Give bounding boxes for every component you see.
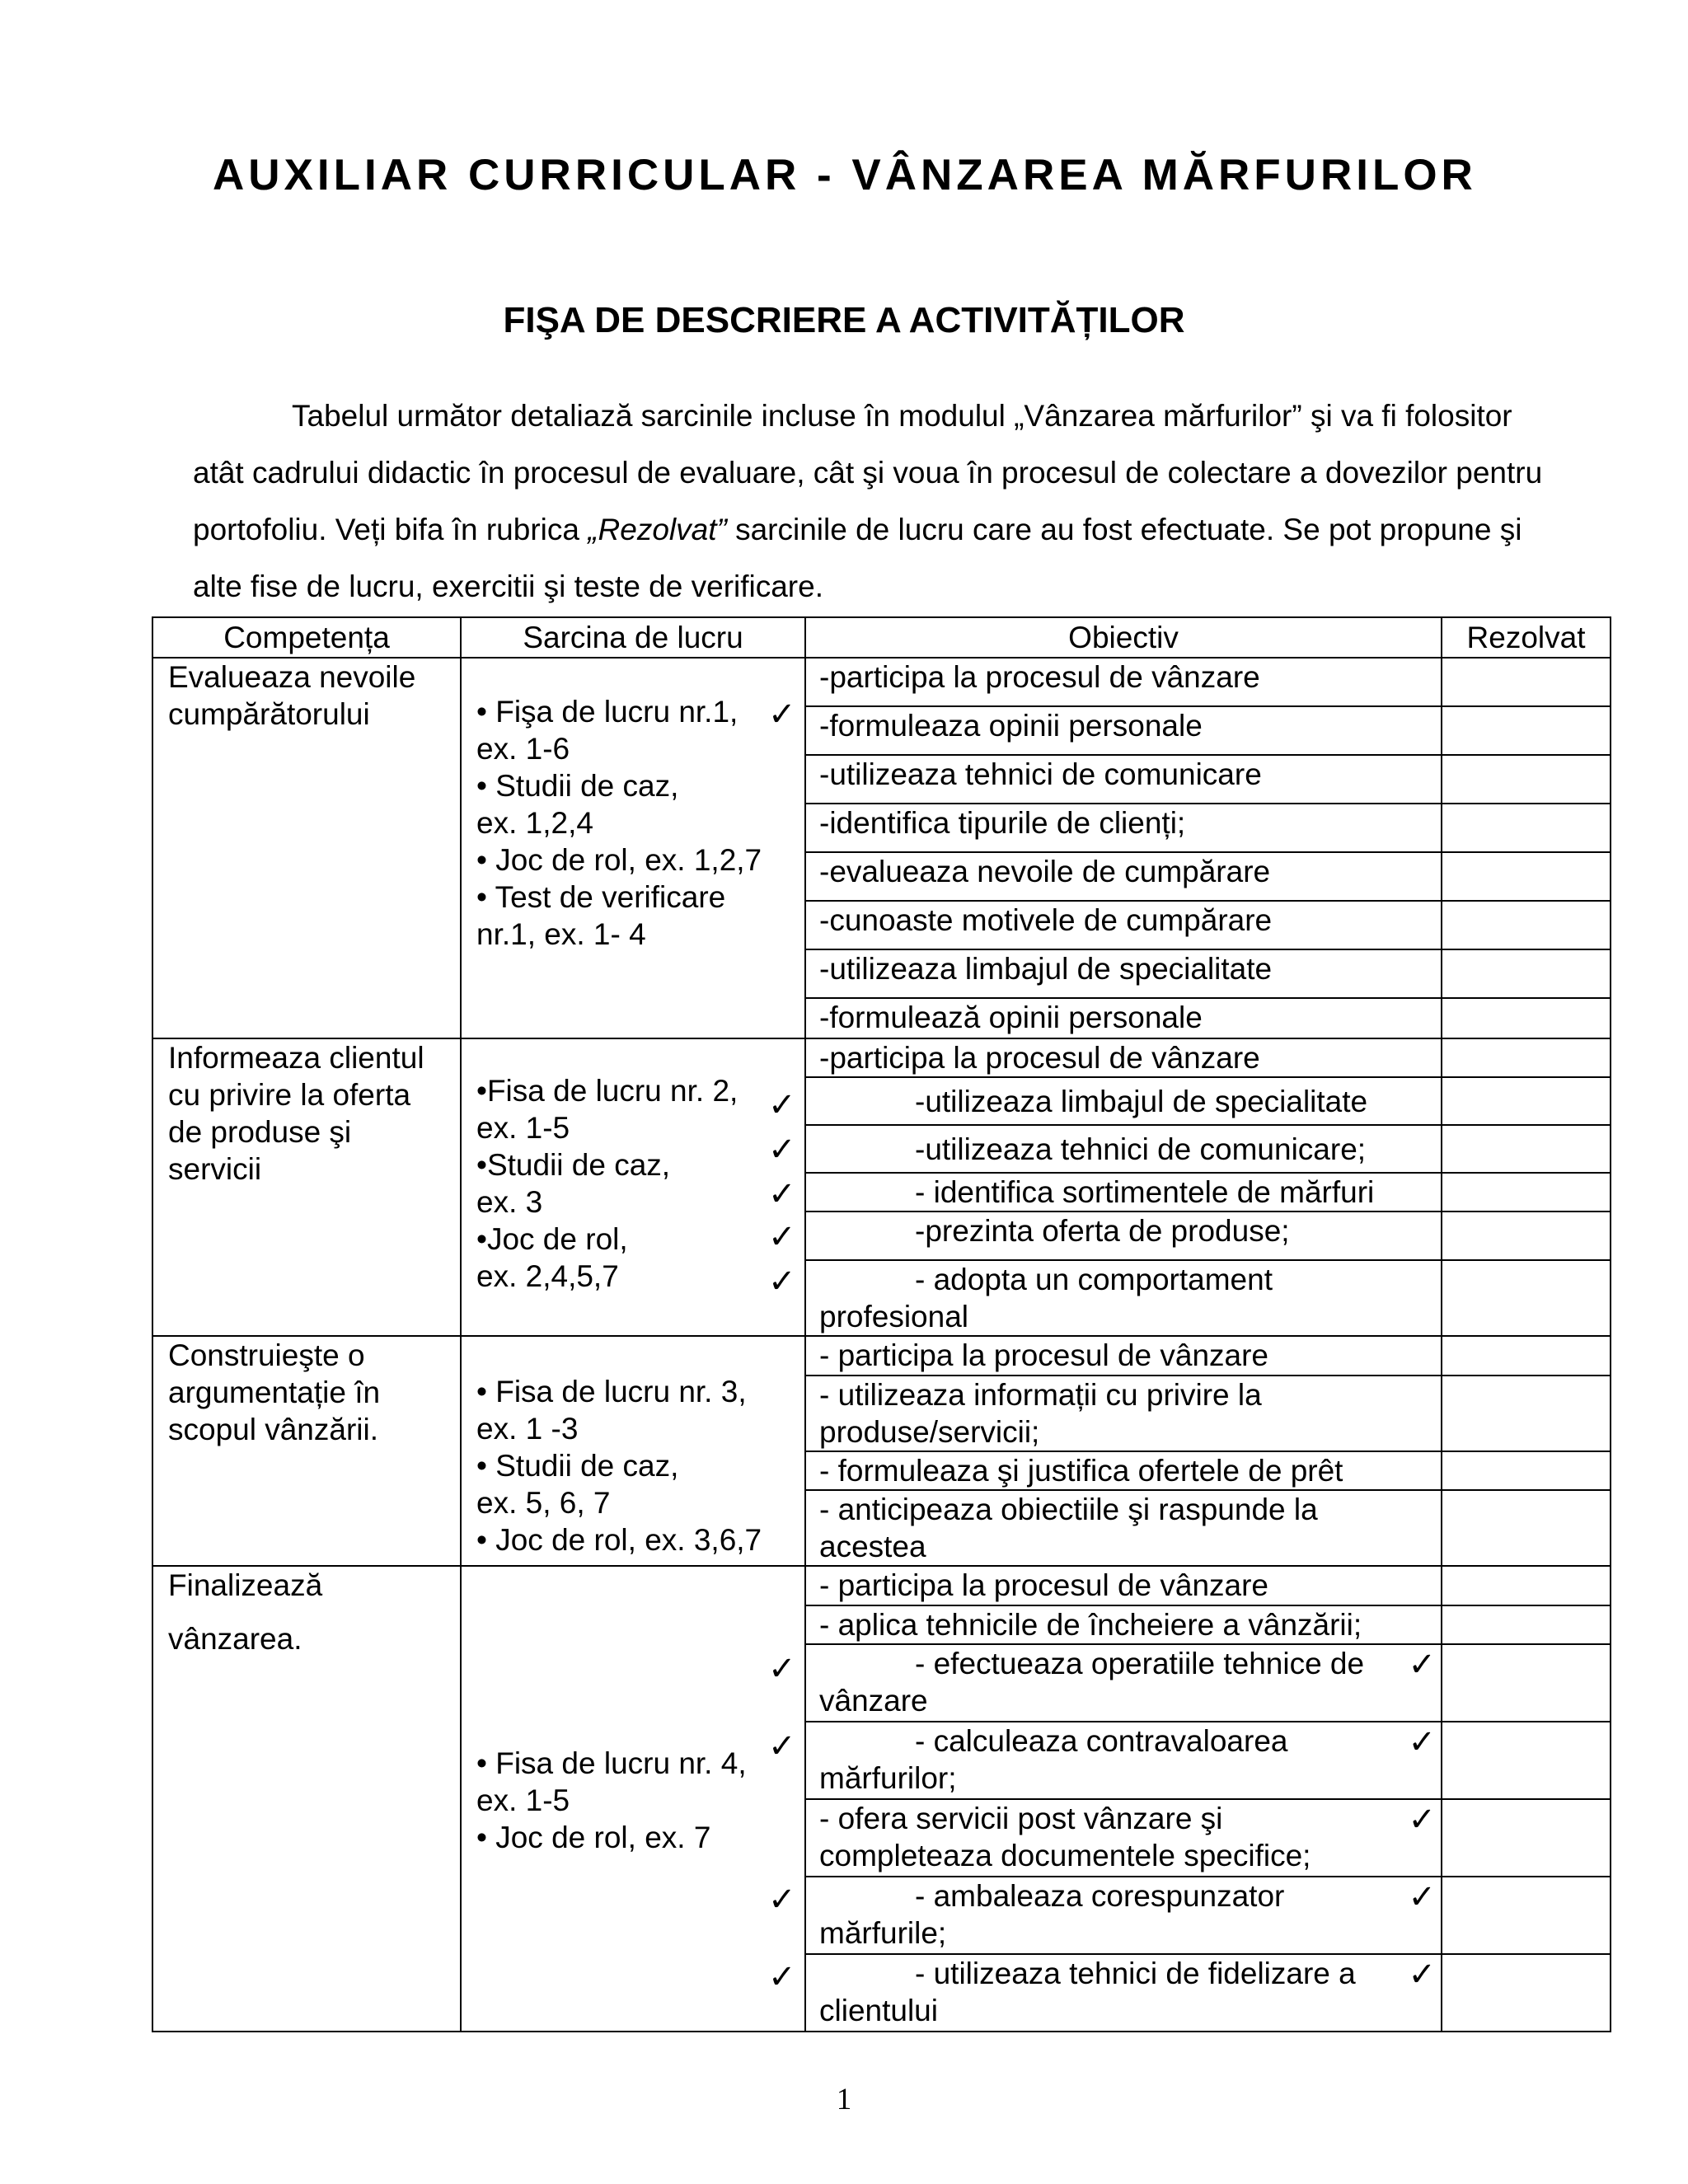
resolved-cell[interactable] [1442,1125,1611,1173]
resolved-cell[interactable] [1442,804,1611,852]
resolved-cell[interactable] [1442,1336,1611,1376]
table-row [152,658,1611,706]
objective-cell: - anticipeaza obiectiile şi raspunde la acestea [805,1490,1442,1566]
objective-cell: - participa la procesul de vânzare [805,1336,1442,1376]
objective-cell: -utilizeaza limbajul de specialitate [805,949,1442,998]
table-row [152,1566,1611,1605]
intro-text-1: Tabelul următor detaliază sarcinile incluse în modulul „Vânzarea mărfurilor” şi va fi folositor atât cadrului didactic în procesul de evaluare, cât şi voua în procesul de colectare a dovezilor pentru portofoliu. Veți bifa în rubrica [193,399,1543,546]
resolved-cell[interactable] [1442,1173,1611,1212]
objective-cell: -cunoaste motivele de cumpărare [805,901,1442,949]
objective-cell: -prezinta oferta de produse; [805,1212,1442,1260]
resolved-cell[interactable] [1442,1376,1611,1451]
check-icon: ✓ [768,1263,796,1300]
table-row [152,1038,1611,1077]
check-icon: ✓ [768,1087,796,1123]
header-rezolvat: Rezolvat [1442,617,1611,658]
resolved-cell[interactable] [1442,1212,1611,1260]
objective-cell: - participa la procesul de vânzare [805,1566,1442,1605]
check-icon: ✓ [768,696,796,733]
resolved-cell[interactable] [1442,1605,1611,1644]
objective-cell: ✓ - ambaleaza corespunzator mărfurile; [805,1877,1442,1954]
resolved-cell[interactable] [1442,1038,1611,1077]
objective-cell: ✓ - utilizeaza tehnici de fidelizare a clientului [805,1954,1442,2032]
resolved-cell[interactable] [1442,949,1611,998]
objective-cell: -participa la procesul de vânzare [805,1038,1442,1077]
competence-cell: Construieşte o argumentație în scopul vânzării. [152,1336,461,1566]
check-icon: ✓ [768,1219,796,1255]
check-icon: ✓ [1408,1879,1436,1915]
resolved-cell[interactable] [1442,1566,1611,1605]
intro-text-2: sarcinile de lucru care au fost efectuate. Se pot propune şi alte fise de lucru, exercitii şi teste de verificare. [193,513,1522,603]
intro-emphasis: „Rezolvat” [588,513,727,546]
resolved-cell[interactable] [1442,1722,1611,1799]
resolved-cell[interactable] [1442,1877,1611,1954]
resolved-cell[interactable] [1442,1644,1611,1722]
resolved-cell[interactable] [1442,706,1611,755]
competence-cell: Informeaza clientul cu privire la oferta de produse şi servicii [152,1038,461,1336]
objective-cell: - adopta un comportament profesional [805,1260,1442,1336]
task-cell [461,1566,805,2032]
objective-cell: -formuleaza opinii personale [805,706,1442,755]
resolved-cell[interactable] [1442,1260,1611,1336]
header-competenta: Competența [152,617,461,658]
task-list: • Fisa de lucru nr. 4, ex. 1-5 • Joc de rol, ex. 7 [476,1746,747,1854]
objective-cell: ✓ - efectueaza operatiile tehnice de vânzare [805,1644,1442,1722]
resolved-cell[interactable] [1442,1077,1611,1125]
check-icon: ✓ [768,1132,796,1168]
task-cell [461,1336,805,1566]
intro-paragraph [193,387,1545,615]
objective-cell: - formuleaza şi justifica ofertele de prêt [805,1451,1442,1490]
objective-cell: -utilizeaza limbajul de specialitate [805,1077,1442,1125]
objective-cell: - utilizeaza informații cu privire la produse/servicii; [805,1376,1442,1451]
task-list: •Fisa de lucru nr. 2, ex. 1-5 •Studii de caz, ex. 3 •Joc de rol, ex. 2,4,5,7 [476,1074,738,1293]
resolved-cell[interactable] [1442,852,1611,901]
header-sarcina: Sarcina de lucru [461,617,805,658]
objective-cell: -utilizeaza tehnici de comunicare [805,755,1442,804]
resolved-cell[interactable] [1442,1451,1611,1490]
task-cell [461,1038,805,1336]
resolved-cell[interactable] [1442,1799,1611,1877]
check-icon: ✓ [1408,1724,1436,1760]
objective-cell: -participa la procesul de vânzare [805,658,1442,706]
resolved-cell[interactable] [1442,658,1611,706]
task-list: • Fisa de lucru nr. 3, ex. 1 -3 • Studii de caz, ex. 5, 6, 7 • Joc de rol, ex. 3,6,7 [476,1375,762,1557]
resolved-cell[interactable] [1442,1954,1611,2032]
resolved-cell[interactable] [1442,901,1611,949]
header-obiectiv: Obiectiv [805,617,1442,658]
task-cell [461,658,805,1038]
resolved-cell[interactable] [1442,755,1611,804]
competence-cell: Evalueaza nevoile cumpărătorului [152,658,461,1038]
document-title: AUXILIAR CURRICULAR - VÂNZAREA MĂRFURILOR [213,151,1477,199]
check-icon: ✓ [1408,1957,1436,1993]
objective-cell: ✓ - ofera servicii post vânzare şi completeaza documentele specifice; [805,1799,1442,1877]
resolved-cell[interactable] [1442,998,1611,1038]
check-icon: ✓ [1408,1647,1436,1683]
page-number: 1 [836,2083,852,2116]
check-icon: ✓ [768,1959,796,1995]
check-icon: ✓ [768,1728,796,1765]
section-title: FIŞA DE DESCRIERE A ACTIVITĂȚILOR [503,300,1185,340]
table-row [152,1336,1611,1376]
check-icon: ✓ [768,1882,796,1918]
objective-cell: -formulează opinii personale [805,998,1442,1038]
competence-cell: Finalizează vânzarea. [152,1566,461,2032]
objective-cell: -evalueaza nevoile de cumpărare [805,852,1442,901]
check-icon: ✓ [1408,1802,1436,1838]
objective-cell: - identifica sortimentele de mărfuri [805,1173,1442,1212]
resolved-cell[interactable] [1442,1490,1611,1566]
objective-cell: - aplica tehnicile de încheiere a vânzării; [805,1605,1442,1644]
check-icon: ✓ [768,1651,796,1687]
activities-table [152,616,1611,2032]
check-icon: ✓ [768,1176,796,1212]
objective-cell: -identifica tipurile de clienți; [805,804,1442,852]
task-list: • Fişa de lucru nr.1, ex. 1-6 • Studii de caz, ex. 1,2,4 • Joc de rol, ex. 1,2,7 • Test de verificare nr.1, ex. 1- 4 [476,695,762,951]
objective-cell: ✓ - calculeaza contravaloarea mărfurilor; [805,1722,1442,1799]
objective-cell: -utilizeaza tehnici de comunicare; [805,1125,1442,1173]
table-header-row [152,617,1611,658]
